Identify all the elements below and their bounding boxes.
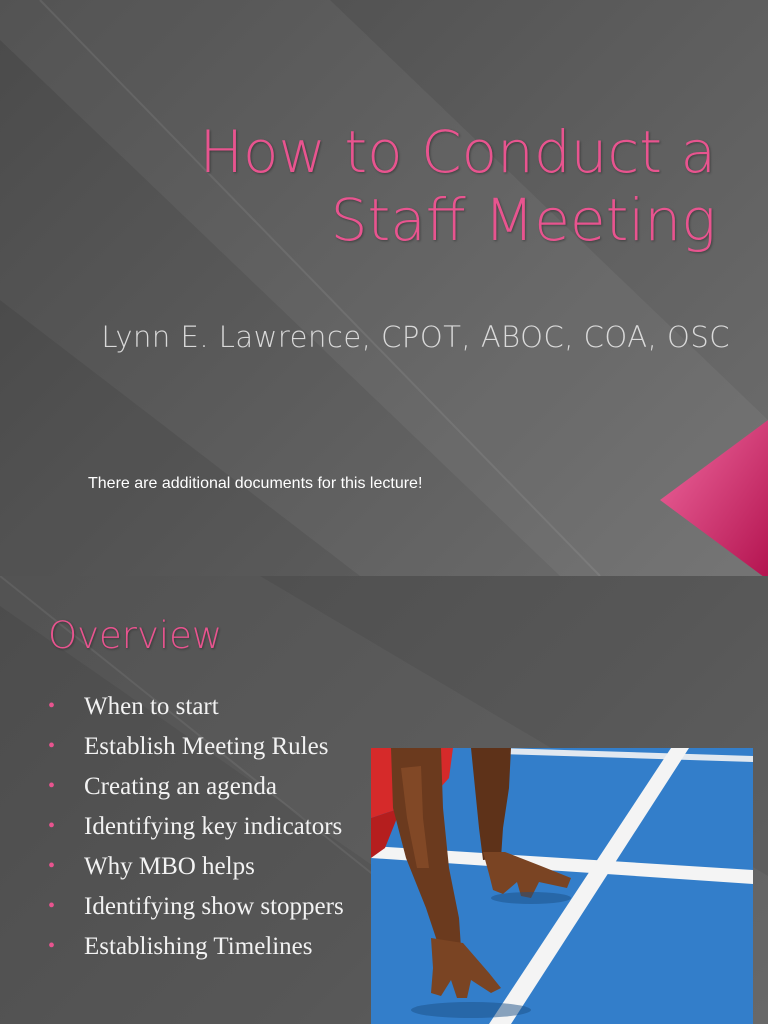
bullet-icon: • xyxy=(48,855,56,877)
bullet-icon: • xyxy=(48,935,56,957)
overview-bullet-list xyxy=(48,690,368,970)
list-item: • Identifying key indicators xyxy=(48,810,368,843)
list-item: • When to start xyxy=(48,690,368,723)
bullet-icon: • xyxy=(48,895,56,917)
list-item: • Establishing Timelines xyxy=(48,930,368,963)
bullet-icon: • xyxy=(48,775,56,797)
overview-title: Overview xyxy=(48,614,223,657)
bullet-icon: • xyxy=(48,735,56,757)
bullet-icon: • xyxy=(48,815,56,837)
slide-subtitle: Lynn E. Lawrence, CPOT, ABOC, COA, OSC xyxy=(101,320,730,354)
runner-starting-blocks-photo xyxy=(371,748,753,1024)
list-item: • Creating an agenda xyxy=(48,770,368,803)
title-line-2: Staff Meeting xyxy=(330,186,716,254)
list-item: • Establish Meeting Rules xyxy=(48,730,368,763)
slide-title xyxy=(56,118,716,254)
list-item: • Identifying show stoppers xyxy=(48,890,368,923)
list-item: • Why MBO helps xyxy=(48,850,368,883)
additional-documents-note: There are additional documents for this lecture! xyxy=(88,475,423,492)
bullet-icon: • xyxy=(48,695,56,717)
title-line-1: How to Conduct a xyxy=(199,118,716,186)
